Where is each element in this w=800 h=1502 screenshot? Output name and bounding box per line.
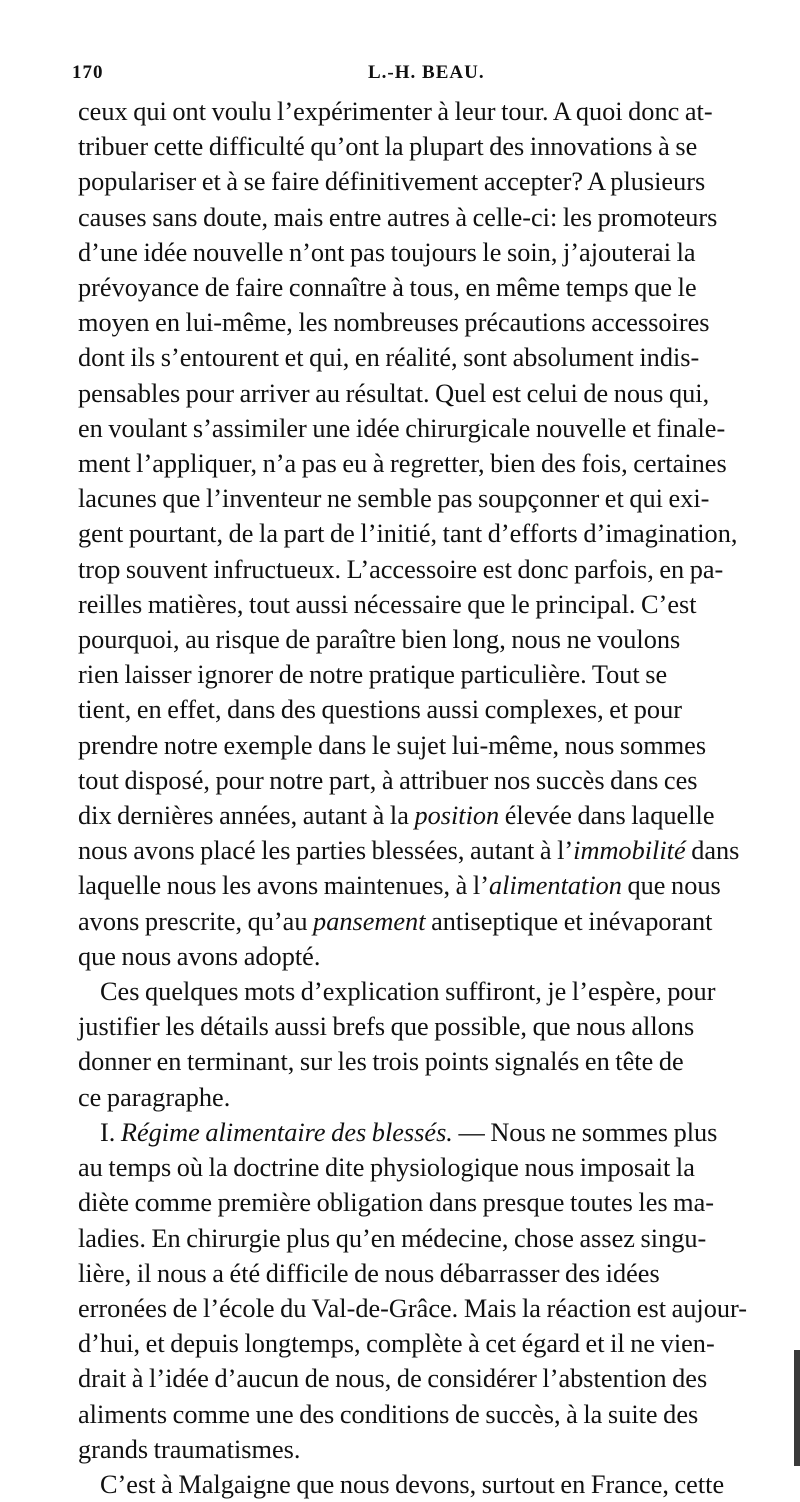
text-line: trop souvent infructueux. L’accessoire est donc parfois, en pa- (78, 554, 724, 584)
text-line: drait à l’idée d’aucun de nous, de considérer l’abstention des (78, 1364, 708, 1394)
text-line: dix dernières années, autant à la position élevée dans laquelle (78, 801, 715, 831)
text-line: nous avons placé les parties blessées, autant à l’immobilité dans (78, 836, 740, 866)
text-line: populariser et à se faire définitivement accepter? A plusieurs (78, 167, 706, 197)
text-line: gent pourtant, de la part de l’initié, tant d’efforts d’imagination, (78, 519, 738, 549)
running-head: L.-H. BEAU. (368, 62, 485, 83)
text-line: ce paragraphe. (78, 1082, 231, 1112)
text-line: diète comme première obligation dans presque toutes les ma- (78, 1188, 715, 1218)
text-line: aliments comme une des conditions de succès, à la suite des (78, 1399, 699, 1429)
text-line: que nous avons adopté. (78, 941, 321, 971)
text-line: pensables pour arriver au résultat. Quel est celui de nous qui, (78, 378, 710, 408)
body-text (78, 94, 790, 1502)
text-line: lière, il nous a été difficile de nous débarrasser des idées (78, 1258, 660, 1288)
text-line: reilles matières, tout aussi nécessaire que le principal. C’est (78, 589, 697, 619)
text-line: dont ils s’entourent et qui, en réalité, sont absolument indis- (78, 343, 700, 373)
text-line: causes sans doute, mais entre autres à celle-ci: les promoteurs (78, 202, 718, 232)
text-line: tribuer cette difficulté qu’ont la plupart des innovations à se (78, 132, 698, 162)
page-header (72, 56, 790, 94)
text-line: Ces quelques mots d’explication suffiront, je l’espère, pour (100, 977, 716, 1007)
text-line: tient, en effet, dans des questions aussi complexes, et pour (78, 695, 682, 725)
text-line: I. Régime alimentaire des blessés. — Nous ne sommes plus (100, 1117, 718, 1147)
text-line: d’hui, et depuis longtemps, complète à cet égard et il ne vien- (78, 1329, 715, 1359)
text-line: avons prescrite, qu’au pansement antiseptique et inévaporant (78, 906, 713, 936)
text-line: justifier les détails aussi brefs que possible, que nous allons (78, 1012, 695, 1042)
text-line: donner en terminant, sur les trois points signalés en tête de (78, 1047, 684, 1077)
text-line: ceux qui ont voulu l’expérimenter à leur tour. A quoi donc at- (78, 97, 713, 126)
text-line: ment l’appliquer, n’a pas eu à regretter, bien des fois, certaines (78, 449, 727, 479)
text-line: au temps où la doctrine dite physiologique nous imposait la (78, 1153, 695, 1183)
text-line: C’est à Malgaigne que nous devons, surtout en France, cette (100, 1469, 725, 1499)
text-line: d’une idée nouvelle n’ont pas toujours le soin, j’ajouterai la (78, 237, 696, 267)
page-edge-shadow (794, 1350, 800, 1466)
text-line: pourquoi, au risque de paraître bien long, nous ne voulons (78, 625, 681, 655)
text-line: tout disposé, pour notre part, à attribuer nos succès dans ces (78, 765, 698, 795)
text-line: en voulant s’assimiler une idée chirurgicale nouvelle et finale- (78, 413, 726, 443)
text-line: prévoyance de faire connaître à tous, en même temps que le (78, 273, 697, 303)
text-line: ladies. En chirurgie plus qu’en médecine, chose assez singu- (78, 1223, 707, 1253)
text-line: grands traumatismes. (78, 1434, 301, 1464)
text-line: rien laisser ignorer de notre pratique particulière. Tout se (78, 660, 668, 690)
text-line: laquelle nous les avons maintenues, à l’alimentation que nous (78, 871, 721, 901)
text-line: moyen en lui-même, les nombreuses précautions accessoires (78, 308, 710, 338)
text-line: erronées de l’école du Val-de-Grâce. Mais la réaction est aujour- (78, 1293, 748, 1323)
text-line: prendre notre exemple dans le sujet lui-même, nous sommes (78, 730, 707, 760)
text-line: lacunes que l’inventeur ne semble pas soupçonner et qui exi- (78, 484, 710, 514)
book-page (72, 56, 790, 1502)
page-number: 170 (72, 62, 104, 83)
